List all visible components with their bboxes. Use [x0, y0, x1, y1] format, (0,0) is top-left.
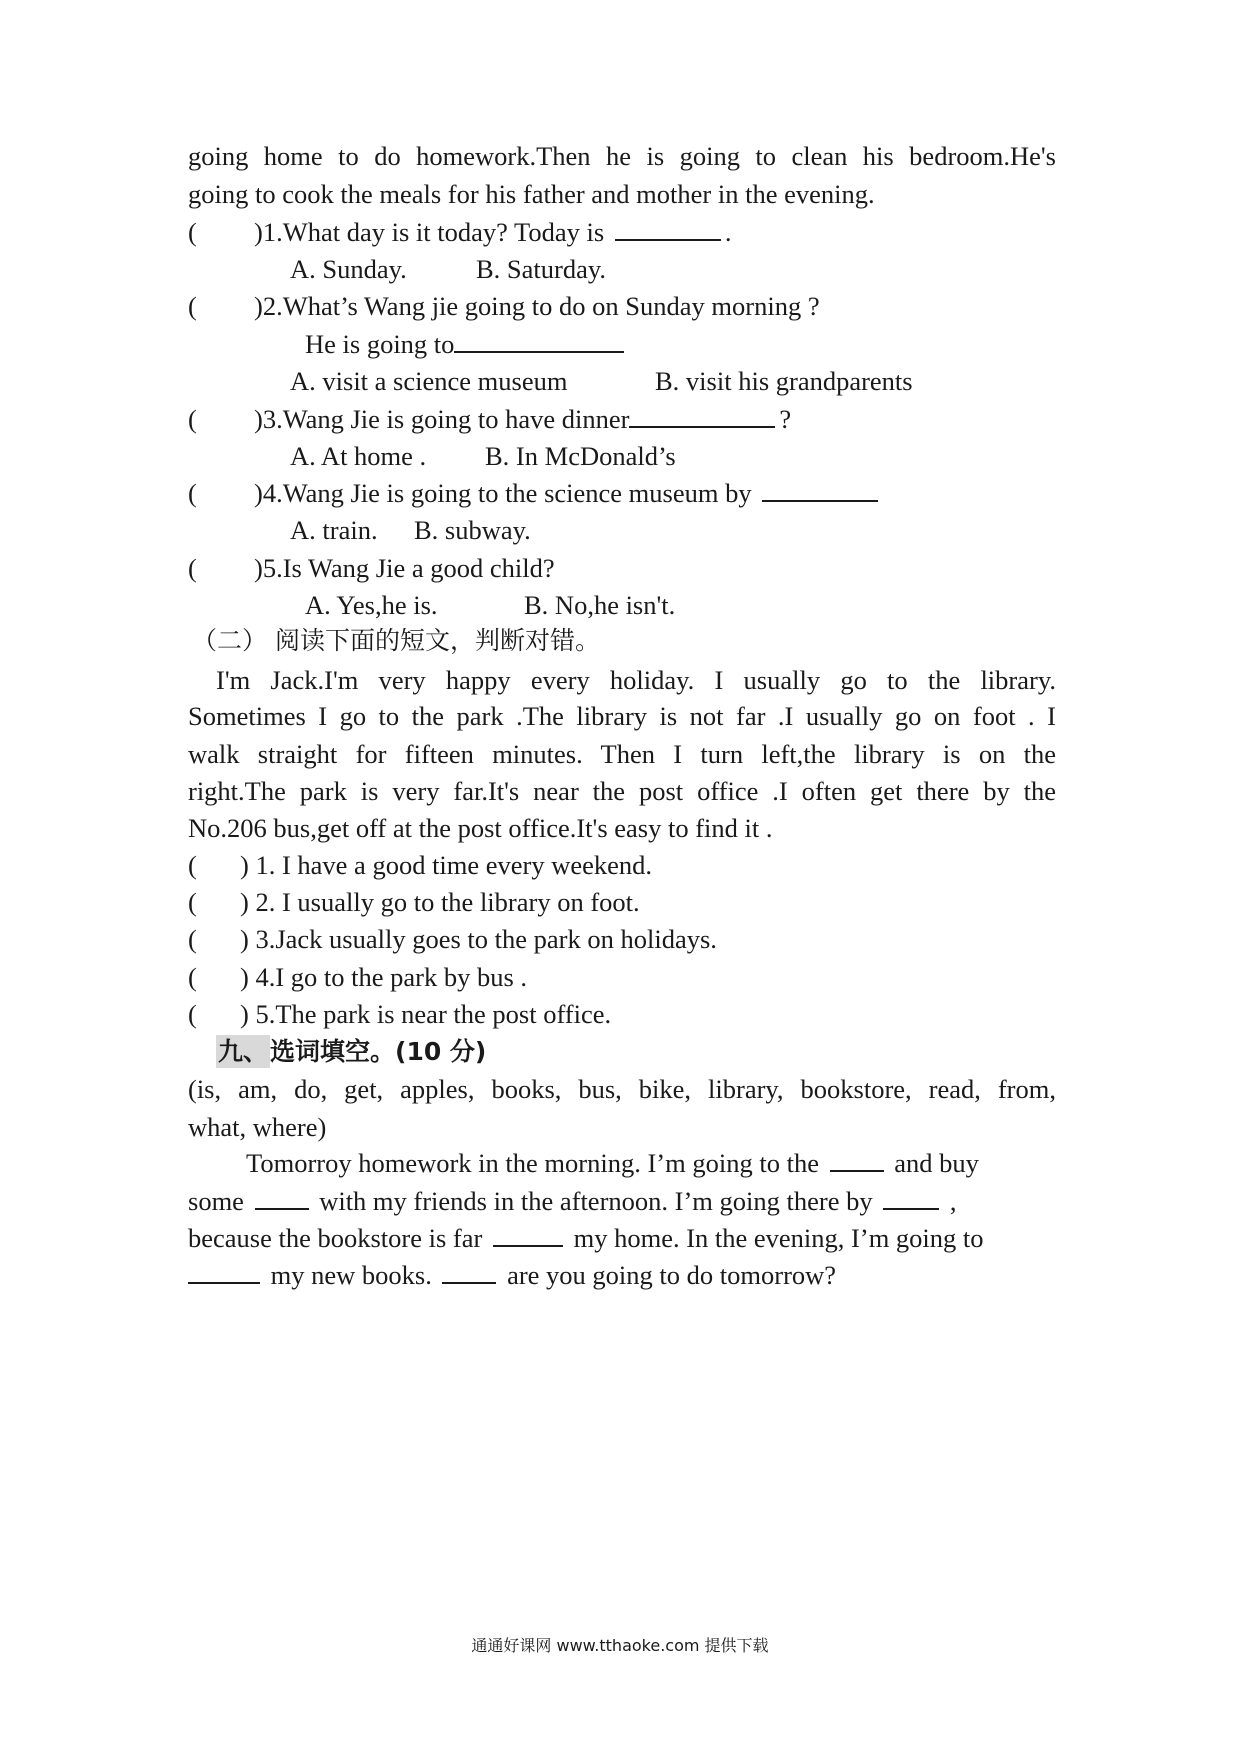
answer-paren: ( — [188, 850, 197, 880]
passage2-line: walk straight for fifteen minutes. Then I turn left,the library is on the — [188, 739, 1056, 769]
sub-text: He is going to — [305, 329, 455, 359]
option-b: B. Saturday. — [476, 254, 607, 284]
answer-blank — [442, 1260, 496, 1284]
passage2-line: I'm Jack.I'm very happy every holiday. I usually go to the library. — [216, 665, 1056, 695]
option-a: A. At home . — [290, 441, 427, 471]
cloze-text: with my friends in the afternoon. I’m going there by — [319, 1186, 873, 1216]
cloze-text: because the bookstore is far — [188, 1223, 483, 1253]
question-2 — [254, 290, 820, 322]
passage1-line1: going home to do homework.Then he is going to clean his bedroom.He's — [188, 141, 1056, 171]
cloze-line-3 — [188, 1222, 1056, 1254]
statement-text: 3.Jack usually goes to the park on holidays. — [255, 924, 717, 954]
section-heading-part2: （二） 阅读下面的短文，判断对错。 — [192, 626, 600, 655]
cloze-text: , — [949, 1186, 957, 1216]
section-heading-part9 — [216, 1035, 486, 1069]
statement-close: ) — [240, 999, 249, 1029]
answer-blank — [615, 217, 721, 241]
question-number: )3. — [254, 404, 283, 434]
statement-close: ) — [240, 887, 249, 917]
answer-paren: ( — [188, 999, 197, 1029]
word-bank-line: what, where) — [188, 1112, 327, 1142]
question-1 — [254, 216, 731, 248]
question-text: What’s Wang jie going to do on Sunday morning ? — [282, 291, 820, 321]
question-text: What day is it today? Today is — [282, 217, 605, 247]
question-3 — [254, 403, 791, 435]
option-b: B. visit his grandparents — [655, 366, 913, 396]
question-number: )5. — [254, 553, 283, 583]
cloze-text: Tomorroy homework in the morning. I’m going to the — [246, 1148, 819, 1178]
passage2-line: Sometimes I go to the park .The library is not far .I usually go on foot . I — [188, 701, 1056, 731]
word-bank-line: (is, am, do, get, apples, books, bus, bike, library, bookstore, read, from, — [188, 1074, 1056, 1104]
cloze-text: and buy — [894, 1148, 979, 1178]
option-b: B. No,he isn't. — [524, 590, 676, 620]
cloze-text: are you going to do tomorrow? — [507, 1260, 837, 1290]
answer-paren: ( — [188, 404, 197, 434]
question-text: Is Wang Jie a good child? — [282, 553, 555, 583]
statement-4 — [240, 961, 527, 993]
cloze-text: some — [188, 1186, 244, 1216]
answer-paren: ( — [188, 553, 197, 583]
question-end: ? — [779, 404, 792, 434]
answer-blank — [454, 329, 624, 353]
answer-blank — [762, 478, 878, 502]
cloze-text: my home. In the evening, I’m going to — [573, 1223, 984, 1253]
question-number: )1. — [254, 217, 283, 247]
option-a: A. Yes,he is. — [305, 590, 438, 620]
question-4 — [254, 477, 882, 509]
answer-paren: ( — [188, 478, 197, 508]
option-a: A. visit a science museum — [290, 366, 568, 396]
cloze-line-4 — [188, 1259, 1056, 1291]
statement-text: 1. I have a good time every weekend. — [255, 850, 653, 880]
statement-2 — [240, 886, 640, 918]
option-a: A. train. — [290, 515, 378, 545]
footer-source: 通通好课网 www.tthaoke.com 提供下载 — [471, 1636, 769, 1655]
answer-blank — [883, 1186, 939, 1210]
section-number: 九、 — [218, 1037, 269, 1066]
answer-blank — [188, 1260, 260, 1284]
option-b: B. subway. — [414, 515, 531, 545]
statement-5 — [240, 998, 611, 1030]
statement-text: 5.The park is near the post office. — [255, 999, 612, 1029]
statement-1 — [240, 849, 652, 881]
statement-close: ) — [240, 962, 249, 992]
statement-3 — [240, 923, 717, 955]
passage2-line: No.206 bus,get off at the post office.It's easy to find it . — [188, 813, 773, 843]
question-text: Wang Jie is going to the science museum by — [282, 478, 752, 508]
cloze-line-2 — [188, 1185, 1056, 1217]
option-b: B. In McDonald’s — [485, 441, 676, 471]
answer-blank — [830, 1148, 884, 1172]
statement-text: 2. I usually go to the library on foot. — [255, 887, 640, 917]
question-end: . — [724, 217, 732, 247]
answer-paren: ( — [188, 924, 197, 954]
question-text: Wang Jie is going to have dinner — [282, 404, 630, 434]
passage1-line2: going to cook the meals for his father and mother in the evening. — [188, 179, 875, 209]
question-2-sub — [305, 328, 628, 360]
question-number: )4. — [254, 478, 283, 508]
answer-paren: ( — [188, 291, 197, 321]
section-title: 选词填空。(10 分) — [270, 1037, 487, 1066]
answer-blank — [255, 1186, 309, 1210]
question-5 — [254, 552, 555, 584]
statement-close: ) — [240, 924, 249, 954]
cloze-text: my new books. — [270, 1260, 432, 1290]
answer-blank — [629, 404, 775, 428]
statement-close: ) — [240, 850, 249, 880]
answer-paren: ( — [188, 887, 197, 917]
passage2-line: right.The park is very far.It's near the post office .I often get there by the — [188, 776, 1056, 806]
answer-paren: ( — [188, 217, 197, 247]
statement-text: 4.I go to the park by bus . — [255, 962, 528, 992]
option-a: A. Sunday. — [290, 254, 407, 284]
cloze-line-1 — [246, 1147, 1056, 1179]
answer-paren: ( — [188, 962, 197, 992]
answer-blank — [493, 1223, 563, 1247]
question-number: )2. — [254, 291, 283, 321]
